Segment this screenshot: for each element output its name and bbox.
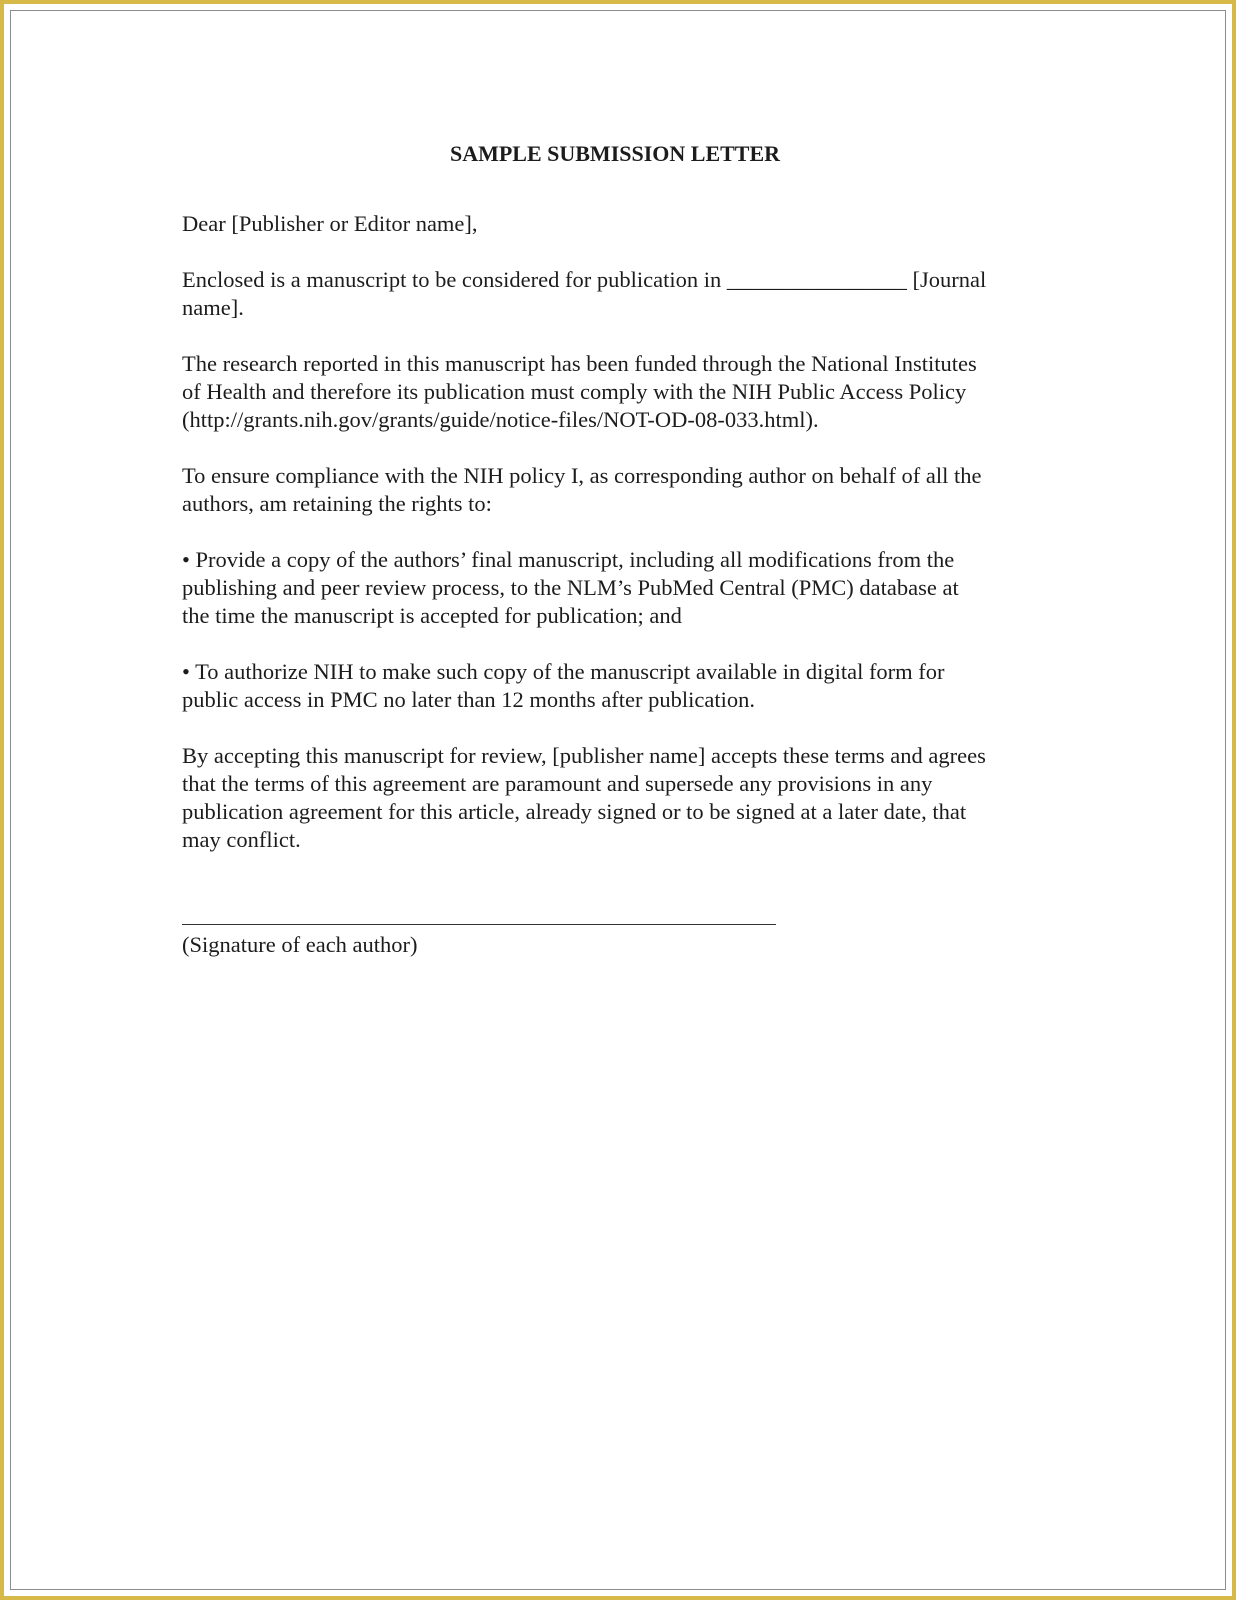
paragraph-compliance: To ensure compliance with the NIH policy I, as corresponding author on behalf of all the authors, am retaining the rights to: <box>182 463 982 516</box>
paragraph-enclosed: Enclosed is a manuscript to be considered for publication in ________________ [Journal name]. <box>182 267 987 320</box>
paragraph-terms: By accepting this manuscript for review, [publisher name] accepts these terms and agrees that the terms of this agreement are paramount and supersede any provisions in any publication agreement for this article, already signed or to be signed at a later date, that may conflict. <box>182 743 986 852</box>
letter-title: SAMPLE SUBMISSION LETTER <box>449 141 781 166</box>
bullet-authorize-nih: • To authorize NIH to make such copy of the manuscript available in digital form for public access in PMC no later than 12 months after publication. <box>182 659 945 712</box>
letter-body <box>182 140 1062 959</box>
bullet-provide-copy: • Provide a copy of the authors’ final manuscript, including all modifications from the publishing and peer review process, to the NLM’s PubMed Central (PMC) database at the time the manuscript is accepted for publication; and <box>182 547 959 628</box>
salutation: Dear [Publisher or Editor name], <box>182 211 478 236</box>
signature-line <box>182 924 776 925</box>
paragraph-funding: The research reported in this manuscript has been funded through the National Institutes of Health and therefore its publication must comply with the NIH Public Access Policy (http://grants.nih.gov/grants/guide/notice-files/NOT-OD-08-033.html). <box>182 351 977 432</box>
signature-label: (Signature of each author) <box>182 932 418 957</box>
